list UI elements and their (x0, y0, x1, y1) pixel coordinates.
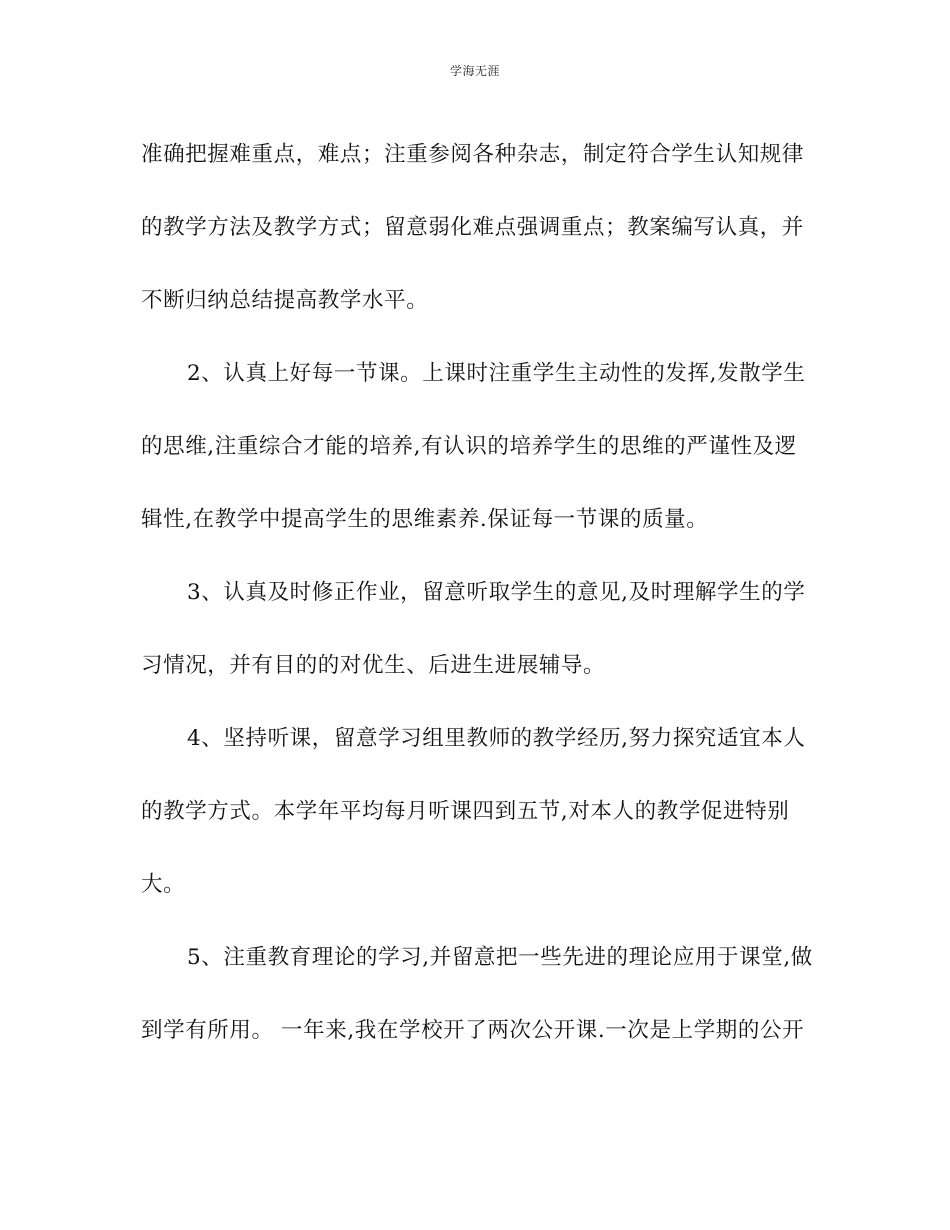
text-line: 的教学方式。本学年平均每月听课四到五节,对本人的教学促进特别 (141, 799, 790, 824)
text-line: 的教学方法及教学方式；留意弱化难点强调重点；教案编写认真，并 (141, 215, 805, 240)
paragraph-3-start: 3、认真及时修正作业，留意听取学生的意见,及时理解学生的学 (187, 580, 806, 605)
page-header: 学海无涯 (449, 64, 500, 78)
paragraph-5-start: 5、注重教育理论的学习,并留意把一些先进的理论应用于课堂,做 (187, 945, 813, 970)
text-line: 准确把握难重点，难点；注重参阅各种杂志，制定符合学生认知规律 (141, 142, 805, 167)
text-line: 到学有所用。 一年来,我在学校开了两次公开课.一次是上学期的公开 (141, 1018, 805, 1043)
text-line: 的思维,注重综合才能的培养,有认识的培养学生的思维的严谨性及逻 (141, 434, 797, 459)
paragraph-2-start: 2、认真上好每一节课。上课时注重学生主动性的发挥,发散学生 (187, 361, 806, 386)
paragraph-4-start: 4、坚持听课，留意学习组里教师的教学经历,努力探究适宜本人 (187, 726, 806, 751)
text-line: 大。 (141, 872, 186, 897)
text-line: 习情况，并有目的的对优生、后进生进展辅导。 (141, 653, 606, 678)
text-line: 辑性,在教学中提高学生的思维素养.保证每一节课的质量。 (141, 507, 709, 532)
document-body (141, 130, 821, 1079)
text-line: 不断归纳总结提高教学水平。 (141, 288, 429, 313)
